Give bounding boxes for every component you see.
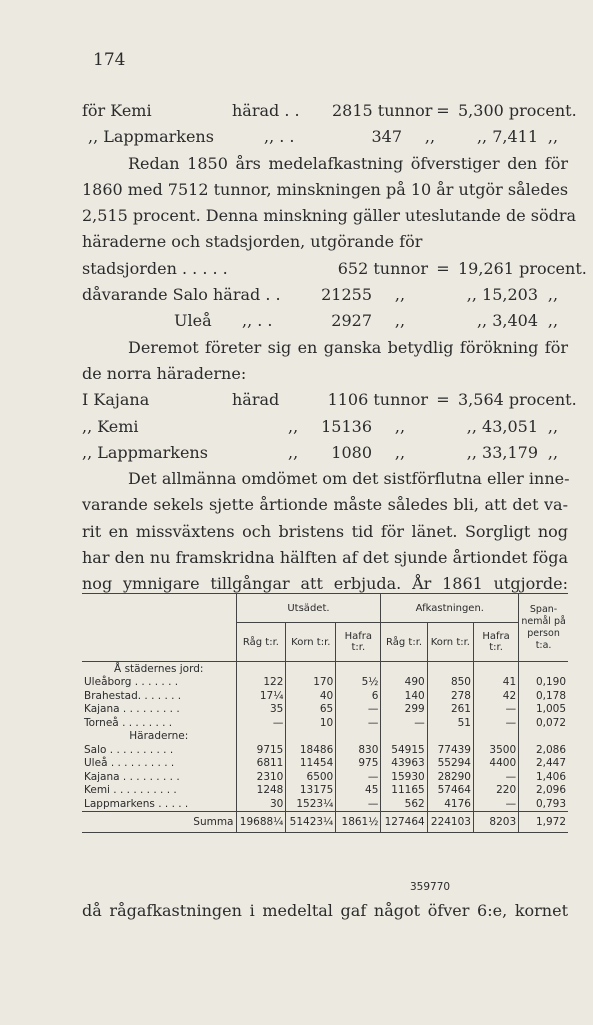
- cell: —: [236, 716, 286, 730]
- row-label: Kemi . . . . . . . . . .: [84, 784, 177, 797]
- harvest-table: [82, 593, 568, 833]
- cell: 9715: [236, 743, 286, 757]
- cell: 45: [336, 784, 381, 798]
- cell: 122: [236, 676, 286, 690]
- cell: 299: [381, 703, 427, 717]
- text-line: dåvarande Salo härad . . 21255 ,, ,, 15,203 ,,: [82, 285, 559, 305]
- cell: —: [336, 703, 381, 717]
- text-line: Det allmänna omdömet om det sistförflutna eller inne-: [128, 469, 570, 489]
- row-label: Brahestad. . . . . . .: [84, 689, 182, 702]
- cell: 30: [236, 797, 286, 811]
- text-line: stadsjorden . . . . . 652 tunnor = 19,261 procent.: [82, 258, 587, 278]
- row-label: Kajana . . . . . . . . .: [84, 770, 180, 783]
- text-line: 2,515 procent. Denna minskning gäller uteslutande de södra: [82, 206, 577, 226]
- cell: 18486: [286, 743, 336, 757]
- sum-row: Summa 19688¼ 51423¼ 1861½ 127464 224103 8203 1,972: [82, 811, 568, 832]
- cell: 2,447: [519, 757, 568, 771]
- cell: 6500: [286, 770, 336, 784]
- cell: 5½: [336, 676, 381, 690]
- text-line: varande sekels sjette årtionde måste således bli, att det va-: [82, 495, 568, 515]
- table-row: [82, 770, 568, 784]
- cell: 65: [286, 703, 336, 717]
- text-line: ,, Lappmarkens ,, 1080 ,, ,, 33,179 ,,: [82, 442, 559, 462]
- row-label: Salo . . . . . . . . . .: [84, 743, 174, 756]
- col-header: Hafra t:r.: [336, 623, 381, 662]
- cell: —: [381, 716, 427, 730]
- text-line: I Kajana härad 1106 tunnor = 3,564 procent.: [82, 390, 577, 410]
- table-row: [82, 784, 568, 798]
- header-utsadet: Utsädet.: [236, 594, 381, 623]
- cell: 28290: [427, 770, 473, 784]
- cell: 54915: [381, 743, 427, 757]
- cell: 220: [473, 784, 518, 798]
- text-line: ,, Lappmarkens ,, . . 347 ,, ,, 7,411 ,,: [88, 127, 559, 147]
- text-line: de norra häraderne:: [82, 363, 247, 383]
- text-line: Deremot företer sig en ganska betydlig förökning för: [128, 337, 568, 357]
- cell: 42: [473, 689, 518, 703]
- table-row: [82, 757, 568, 771]
- cell: 11454: [286, 757, 336, 771]
- cell: 57464: [427, 784, 473, 798]
- row-label: Uleå . . . . . . . . . .: [84, 757, 175, 770]
- cell: 170: [286, 676, 336, 690]
- col-header: Korn t:r.: [427, 623, 473, 662]
- col-header: Hafra t:r.: [473, 623, 518, 662]
- cell: 0,190: [519, 676, 568, 690]
- text-line: för Kemi härad . . 2815 tunnor = 5,300 procent.: [82, 101, 577, 120]
- header-afkastningen: Afkastningen.: [381, 594, 519, 623]
- col-header: Korn t:r.: [286, 623, 336, 662]
- text-line: Uleå ,, . . 2927 ,, ,, 3,404 ,,: [174, 311, 559, 331]
- cell: 4176: [427, 797, 473, 811]
- cell: 490: [381, 676, 427, 690]
- cell: 278: [427, 689, 473, 703]
- cell: 830: [336, 743, 381, 757]
- cell: —: [473, 770, 518, 784]
- row-label: Lappmarkens . . . . .: [84, 797, 189, 810]
- cell: 13175: [286, 784, 336, 798]
- text-line: har den nu framskridna hälften af det sjunde årtiondet föga: [82, 548, 568, 568]
- cell: 850: [427, 676, 473, 690]
- text-line: nog ymnigare tillgångar att erbjuda. År 1861 utgjorde:: [82, 574, 568, 594]
- text-line: då rågafkastningen i medeltal gaf något öfver 6:e, kornet: [82, 901, 568, 920]
- cell: 1,406: [519, 770, 568, 784]
- cell: 261: [427, 703, 473, 717]
- cell: 0,793: [519, 797, 568, 811]
- cell: 1,005: [519, 703, 568, 717]
- cell: 15930: [381, 770, 427, 784]
- cell: 0,072: [519, 716, 568, 730]
- cell: 140: [381, 689, 427, 703]
- text-line: Redan 1850 års medelafkastning öfverstiger den för: [128, 153, 568, 173]
- grand-total: 359770: [410, 881, 451, 893]
- cell: 1523¼: [286, 797, 336, 811]
- cell: 55294: [427, 757, 473, 771]
- cell: 10: [286, 716, 336, 730]
- cell: 0,178: [519, 689, 568, 703]
- cell: 6: [336, 689, 381, 703]
- table-row: [82, 689, 568, 703]
- cell: 2,096: [519, 784, 568, 798]
- table-row: [82, 797, 568, 811]
- cell: 35: [236, 703, 286, 717]
- page-number: 174: [93, 50, 126, 70]
- cell: —: [473, 797, 518, 811]
- cell: —: [336, 797, 381, 811]
- table-row: [82, 716, 568, 730]
- header-spannemal: Span-nemål på person t:a.: [519, 594, 568, 662]
- cell: 11165: [381, 784, 427, 798]
- section-label: Å städernes jord:: [114, 662, 204, 675]
- row-label: Kajana . . . . . . . . .: [84, 703, 180, 716]
- cell: 4400: [473, 757, 518, 771]
- text-line: rit en missväxtens och bristens tid för länet. Sorgligt nog: [82, 521, 568, 541]
- cell: 2310: [236, 770, 286, 784]
- cell: 51: [427, 716, 473, 730]
- cell: 2,086: [519, 743, 568, 757]
- cell: 40: [286, 689, 336, 703]
- cell: —: [336, 770, 381, 784]
- text-line: ,, Kemi ,, 15136 ,, ,, 43,051 ,,: [82, 416, 559, 436]
- cell: 562: [381, 797, 427, 811]
- section-label: Häraderne:: [129, 730, 189, 743]
- row-label: Torneå . . . . . . . .: [84, 716, 173, 729]
- cell: 975: [336, 757, 381, 771]
- cell: 41: [473, 676, 518, 690]
- cell: —: [473, 716, 518, 730]
- col-header: Råg t:r.: [236, 623, 286, 662]
- table-row: [82, 676, 568, 690]
- cell: 3500: [473, 743, 518, 757]
- cell: —: [473, 703, 518, 717]
- cell: 77439: [427, 743, 473, 757]
- body-text: [82, 98, 587, 598]
- text-line: häraderne och stadsjorden, utgörande för: [82, 232, 423, 252]
- col-header: Råg t:r.: [381, 623, 427, 662]
- table-row: [82, 743, 568, 757]
- row-label: Uleåborg . . . . . . .: [84, 676, 179, 689]
- text-line: 1860 med 7512 tunnor, minskningen på 10 år utgör således: [82, 179, 569, 199]
- cell: 1248: [236, 784, 286, 798]
- table-row: [82, 703, 568, 717]
- cell: —: [336, 716, 381, 730]
- cell: 43963: [381, 757, 427, 771]
- cell: 17¼: [236, 689, 286, 703]
- cell: 6811: [236, 757, 286, 771]
